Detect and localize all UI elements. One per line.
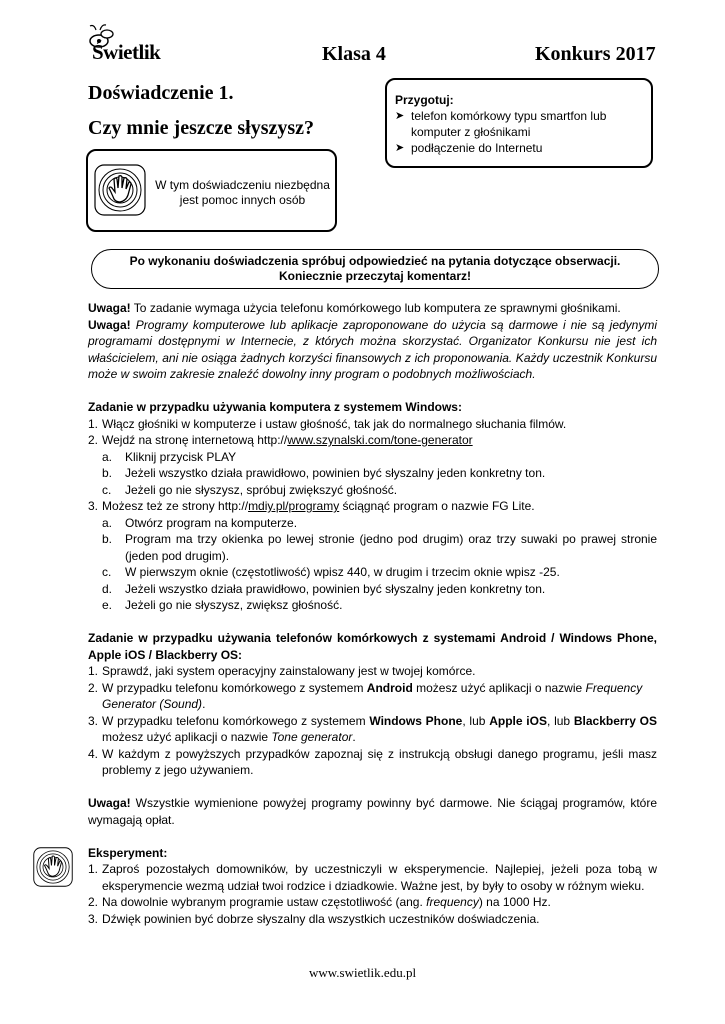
list-item: 2. Na dowolnie wybranym programie ustaw częstotliwość (ang. frequency) na 1000 Hz. [88, 895, 551, 909]
helper-box [86, 149, 337, 232]
prepare-item-text: telefon komórkowy typu smartfon lub komputer z głośnikami [411, 109, 607, 139]
experiment-title: Doświadczenie 1. [88, 82, 234, 104]
helper-text: W tym doświadczeniu niezbędna jest pomoc innych osób [155, 178, 330, 207]
prepare-box [385, 78, 653, 168]
list-item: 4. W każdym z powyższych przypadków zapoznaj się z instrukcją obsługi danego programu, jeśli masz problemy z jego używaniem. [88, 746, 657, 777]
note-text: Programy komputerowe lub aplikacje zaproponowane do użycia są darmowe i nie są jedynymi programami dostępnymi w Internecie, z których można skorzystać. Organizator Konkursu nie jest ich właścicielem, ani nie osiąga żadnych korzyści finansowych z ich proponowania. Każdy uczestnik Konkursu może w swoim zakresie znaleźć dowolny inny program o podobnych możliwościach. [88, 317, 657, 381]
contest-label: Konkurs 2017 [535, 43, 656, 65]
list-item: 2. W przypadku telefonu komórkowego z systemem Android możesz użyć aplikacji o nazwie Frequency Generator (Sound). [88, 680, 643, 711]
experiment-heading: Eksperyment: [88, 845, 168, 860]
experiment-steps [88, 861, 657, 927]
banner-line-1: Po wykonaniu doświadczenia spróbuj odpowiedzieć na pytania dotyczące obserwacji. [129, 254, 621, 268]
phones-steps [88, 663, 657, 779]
logo-text: Świetlik [92, 40, 161, 64]
list-item: a. Otwórz program na komputerze. [102, 515, 298, 530]
logo [84, 24, 174, 66]
warning-note [88, 795, 657, 828]
prepare-item-text: podłączenie do Internetu [411, 141, 543, 155]
class-label: Klasa 4 [322, 43, 386, 65]
list-item: 3. Możesz też ze strony http://mdiy.pl/programy ściągnąć program o nazwie FG Lite. [88, 499, 535, 513]
arrow-bullet-icon: ➤ [395, 142, 405, 154]
mdiy-programs-link[interactable]: mdiy.pl/programy [248, 499, 340, 513]
prepare-title: Przygotuj: [395, 93, 454, 107]
arrow-bullet-icon: ➤ [395, 110, 405, 122]
list-item: e. Jeżeli go nie słyszysz, zwiększ głośność. [102, 598, 343, 612]
list-item: 1. Sprawdź, jaki system operacyjny zainstalowany jest w twojej komórce. [88, 664, 476, 678]
list-item: a. Kliknij przycisk PLAY [102, 449, 237, 464]
note-label: Uwaga! [88, 317, 131, 332]
note-label: Uwaga! [88, 301, 131, 315]
footer-url[interactable]: www.swietlik.edu.pl [308, 965, 417, 980]
list-item: 3. Dźwięk powinien być dobrze słyszalny dla wszystkich uczestników doświadczenia. [88, 911, 540, 926]
document-body [88, 300, 657, 927]
phones-heading: Zadanie w przypadku używania telefonów komórkowych z systemami Android / Windows Phone, Apple iOS / Blackberry OS: [88, 631, 657, 662]
prepare-item [395, 140, 643, 156]
list-item: c. W pierwszym oknie (częstotliwość) wpisz 440, w drugim i trzecim oknie wpisz -25. [102, 565, 560, 579]
windows-heading: Zadanie w przypadku używania komputera z systemem Windows: [88, 400, 462, 414]
experiment-question: Czy mnie jeszcze słyszysz? [88, 117, 315, 139]
warning-label: Uwaga! [88, 796, 131, 810]
hand-icon [94, 164, 146, 216]
hand-icon [33, 847, 73, 887]
list-item: 1. Włącz głośniki w komputerze i ustaw głośność, tak jak do normalnego słuchania filmów. [88, 416, 567, 431]
note-text: To zadanie wymaga użycia telefonu komórkowego lub komputera ze sprawnymi głośnikami. [130, 301, 621, 315]
tone-generator-link[interactable]: www.szynalski.com/tone-generator [287, 433, 473, 447]
windows-steps [88, 416, 657, 614]
list-item: d. Jeżeli wszystko działa prawidłowo, powinien być słyszalny jeden konkretny ton. [102, 581, 546, 596]
note-2 [88, 317, 657, 383]
instruction-banner [91, 249, 659, 289]
list-item: c. Jeżeli go nie słyszysz, spróbuj zwiększyć głośność. [102, 482, 398, 497]
list-item: b. Jeżeli wszystko działa prawidłowo, powinien być słyszalny jeden konkretny ton. [102, 466, 546, 480]
banner-line-2: Koniecznie przeczytaj komentarz! [278, 269, 472, 283]
note-1 [88, 300, 657, 317]
list-item: 2. Wejdź na stronę internetową http://www.szynalski.com/tone-generator [88, 433, 473, 447]
prepare-item [395, 108, 643, 140]
warning-text: Wszystkie wymienione powyżej programy powinny być darmowe. Nie ściągaj programów, które wymagają opłat. [88, 796, 657, 827]
list-item: 1. Zaproś pozostałych domowników, by uczestniczyli w eksperymencie. Najlepiej, jeżeli poza tobą w eksperymencie wezmą udział twoi rodzice i dziadkowie. Ważne jest, by były to osoby w różnym wieku. [88, 862, 657, 893]
list-item: 3. W przypadku telefonu komórkowego z systemem Windows Phone, lub Apple iOS, lub Blackberry OS możesz użyć aplikacji o nazwie Tone generator. [88, 713, 657, 744]
list-item: b. Program ma trzy okienka po lewej stronie (jedno pod drugim) oraz trzy suwaki po prawej stronie (jeden pod drugim). [102, 532, 657, 563]
